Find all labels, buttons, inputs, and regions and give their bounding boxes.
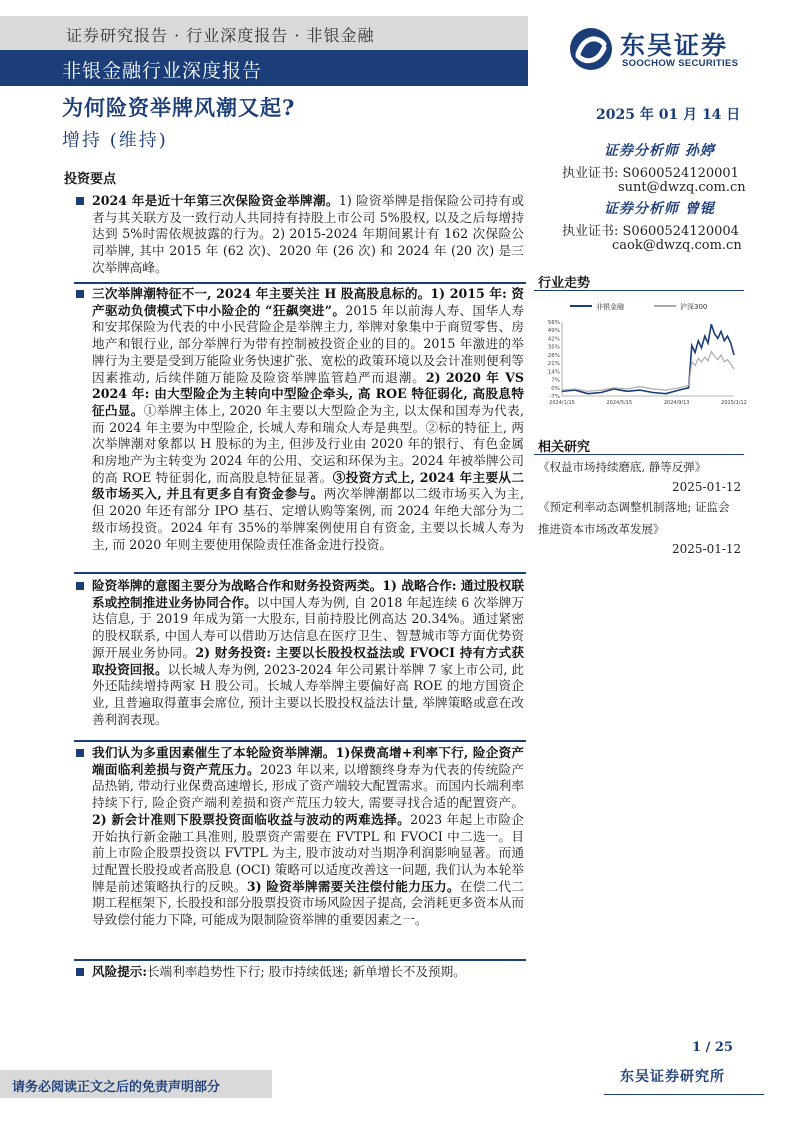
p2-bold-1: 三次举牌潮特征不一, 2024 年主要关注 H 股高股息标的。1) 2015 年: 资产驱动负债模式下中小险企的 “狂飙突进”。 [92, 286, 524, 318]
analyst-1-license: 执业证书: S0600524120001 [562, 166, 739, 181]
header-banner [0, 50, 528, 86]
investment-heading: 投资要点 [64, 172, 117, 187]
industry-trend-chart [534, 296, 747, 414]
bullet-icon [76, 968, 84, 976]
report-rating: 增持 (维持) [62, 130, 168, 151]
p5-text: 长端利率趋势性下行; 股市持续低迷; 新单增长不及预期。 [147, 964, 466, 979]
related-heading-rule [534, 454, 744, 455]
divider-4 [74, 959, 526, 961]
analyst-2-title: 证券分析师 曾锟 [604, 201, 715, 217]
p1-bold: 2024 年是近十年第三次保险资金举牌潮。 [92, 193, 339, 208]
footer-disclaimer[interactable]: 请务必阅读正文之后的免责声明部分 [12, 1080, 221, 1095]
header-banner-text: 非银金融行业深度报告 [62, 60, 263, 82]
summary-paragraph-3 [92, 578, 524, 728]
chart-y-tick-label: 35% [547, 344, 560, 351]
footer-rule [604, 1094, 764, 1095]
p2-text-1: 2015 年以前海人寿、国华人寿和安邦保险为代表的中小民营险企是举牌主力, 举牌对象集中于商贸零售、房地产和银行业, 部分举牌行为带有控制被投资企业的目的。2015 年激进的举牌行为主要是受到万能险业务快速扩张、宽松的政策环境以及会计准则便利等因素推动, 后续伴随万能险及险资举牌监管趋严而退潮。 [92, 302, 524, 385]
bullet-icon [76, 197, 84, 205]
chart-y-tick-label: 0% [551, 385, 560, 392]
p4-bold-2: 2) 新会计准则下股票投资面临收益与波动的两难选择。 [92, 811, 411, 827]
chart-y-tick-label: 56% [547, 320, 560, 326]
p2-bold-3: ③投资方式上, 2024 年主要从二级市场买入, 并且有更多自有资金参与。 [92, 469, 524, 502]
report-date: 2025 年 01 月 14 日 [596, 107, 741, 123]
header-breadcrumb: 证券研究报告 · 行业深度报告 · 非银金融 [66, 26, 375, 45]
p2-text-2: ①举牌主体上, 2020 年主要以大型险企为主, 以太保和国寿为代表, 而 2024 年主要为中型险企, 长城人寿和瑞众人寿是典型。②标的特征上, 两次举牌潮对象都以 H 股标的为主, 但涉及行业由 2020 年的银行、有色金属和房地产为主转变为 2024 年的公用、交运和环保为主。2024 年被举牌公司的高 ROE 特征弱化, 而高股息特征显著。 [92, 402, 524, 485]
company-logo [568, 24, 758, 76]
chart-y-tick-label: -7% [549, 394, 560, 400]
p5-bold: 风险提示: [92, 964, 148, 979]
chart-y-tick-label: 14% [547, 369, 560, 376]
p3-text-2: 以长城人寿为例, 2023-2024 年公司累计举牌 7 家上市公司, 此外还陆续增持两家 H 股公司。长城人寿举牌主要偏好高 ROE 的地方国资企业, 且普遍取得董事会席位, 预计主要以长股投权益法计量, 举牌策略或意在改善利润表现。 [92, 661, 525, 727]
bullet-icon [76, 582, 84, 590]
summary-paragraph-1 [92, 193, 524, 277]
p4-text-3: 在偿二代二期工程框架下, 长股投和部分股票投资市场风险因子提高, 会消耗更多资本从而导致偿付能力下降, 可能成为限制险资举牌的重要因素之一。 [92, 878, 525, 928]
related-item-2-date: 2025-01-12 [672, 542, 742, 556]
related-item-2[interactable]: 《预定利率动态调整机制落地; 证监会推进资本市场改革发展》 [538, 500, 730, 536]
header-breadcrumb-band [0, 16, 528, 50]
bullet-icon [76, 749, 84, 757]
analyst-1-title: 证券分析师 孙婷 [604, 143, 715, 159]
footer-disclaimer-band [0, 1070, 272, 1098]
legend-label-0: 非银金融 [596, 303, 624, 311]
summary-paragraph-4 [92, 745, 524, 929]
chart-axis-layer [548, 320, 747, 406]
chart-x-tick-label: 2024/5/15 [606, 400, 633, 406]
chart-series-line-1 [562, 351, 734, 391]
chart-y-tick-label: 42% [547, 336, 560, 343]
analyst-2-license: 执业证书: S0600524120004 [562, 224, 739, 239]
legend-label-1: 沪深300 [680, 303, 708, 311]
chart-x-tick-label: 2025/1/12 [721, 400, 747, 406]
p4-bold-1: 我们认为多重因素催生了本轮险资举牌潮。1)保费高增+利率下行, 险企资产端面临利差损与资产荒压力。 [92, 745, 524, 777]
p2-bold-2: 2) 2020 年 VS 2024 年: 由大型险企为主转向中型险企牵头, 高 ROE 特征弱化, 高股息特征凸显。 [92, 369, 525, 418]
p4-text-1: 2023 年以来, 以增额终身寿为代表的传统险产品热销, 带动行业保费高速增长, 形成了资产端较大配置需求。而国内长端利率持续下行, 险企资产端利差损和资产荒压力较大, 需要寻找合适的配置资产。 [92, 761, 525, 811]
chart-x-tick-label: 2024/9/13 [663, 400, 690, 406]
chart-series-layer [562, 324, 734, 393]
p4-text-2: 2023 年起上市险企开始执行新金融工具准则, 股票资产需要在 FVTPL 和 FVOCI 中二选一。目前上市险企股票投资以 FVTPL 为主, 股市波动对当期净利润影响显著。而通过配置长股投或者高股息 (OCI) 策略可以适度改善这一问题, 我们认为本轮举牌是前述策略执行的反映。 [92, 811, 525, 894]
p4-bold-3: 3) 险资举牌需要关注偿付能力压力。 [246, 878, 460, 894]
summary-paragraph-5 [92, 964, 524, 981]
related-item-1[interactable]: 《权益市场持续磨底, 静等反弹》 [538, 460, 707, 474]
p2-text-3: 两次举牌潮都以二级市场买入为主, 但 2020 年还有部分 IPO 基石、定增认购等案例, 而 2024 年绝大部分为二级市场投资。2024 年有 35%的举牌案例使用自有资金, 主要以长城人寿为主, 而 2020 年则主要使用保险责任准备金进行投资。 [92, 486, 524, 552]
related-heading: 相关研究 [538, 440, 591, 455]
footer-firm: 东吴证券研究所 [620, 1069, 725, 1085]
logo-mark-icon [568, 26, 614, 72]
chart-y-tick-label: 21% [547, 361, 560, 368]
chart-y-tick-label: 7% [551, 377, 560, 384]
chart-heading-rule [534, 290, 744, 291]
logo-text-en: SOOCHOW SECURITIES [622, 58, 739, 69]
analyst-1-email[interactable]: sunt@dwzq.com.cn [618, 180, 746, 195]
related-item-1-date: 2025-01-12 [672, 480, 742, 494]
chart-y-tick-label: 28% [547, 352, 560, 359]
chart-svg [534, 296, 747, 414]
summary-paragraph-2 [92, 286, 524, 553]
bullet-icon [76, 290, 84, 298]
p3-bold-1: 险资举牌的意图主要分为战略合作和财务投资两类。1) 战略合作: 通过股权联系或控制推进业务协同合作。 [92, 578, 524, 610]
p3-text-1: 以中国人寿为例, 自 2018 年起连续 6 次举牌万达信息, 于 2019 年成为第一大股东, 目前持股比例高达 20.34%。通过紧密的股权联系, 中国人寿可以借助万达信息在医疗卫生、智慧城市等方面优势资源开展业务协同。 [92, 594, 524, 660]
divider-2 [74, 572, 526, 574]
chart-y-tick-label: 49% [547, 328, 560, 335]
page-number: 1 / 25 [692, 1040, 733, 1055]
logo-text-cn: 东吴证券 [620, 31, 729, 60]
divider-1 [74, 282, 526, 284]
p1-text: 1) 险资举牌是指保险公司持有或者与其关联方及一致行动人共同持有持股上市公司 5%股权, 以及之后每增持达到 5%时需依规披露的行为。2) 2015-2024 年期间累计有 162 次保险公司举牌, 其中 2015 年 (62 次)、2020 年 (26 次) 和 2024 年 (20 次) 是三次举牌高峰。 [92, 193, 525, 275]
divider-3 [74, 740, 526, 742]
analyst-2-email[interactable]: caok@dwzq.com.cn [612, 238, 742, 253]
chart-heading: 行业走势 [538, 276, 591, 291]
report-title: 为何险资举牌风潮又起? [62, 95, 296, 120]
chart-x-tick-label: 2024/1/15 [549, 400, 575, 406]
p3-bold-2: 2) 财务投资: 主要以长股投权益法或 FVOCI 持有方式获取投资回报。 [92, 644, 525, 677]
